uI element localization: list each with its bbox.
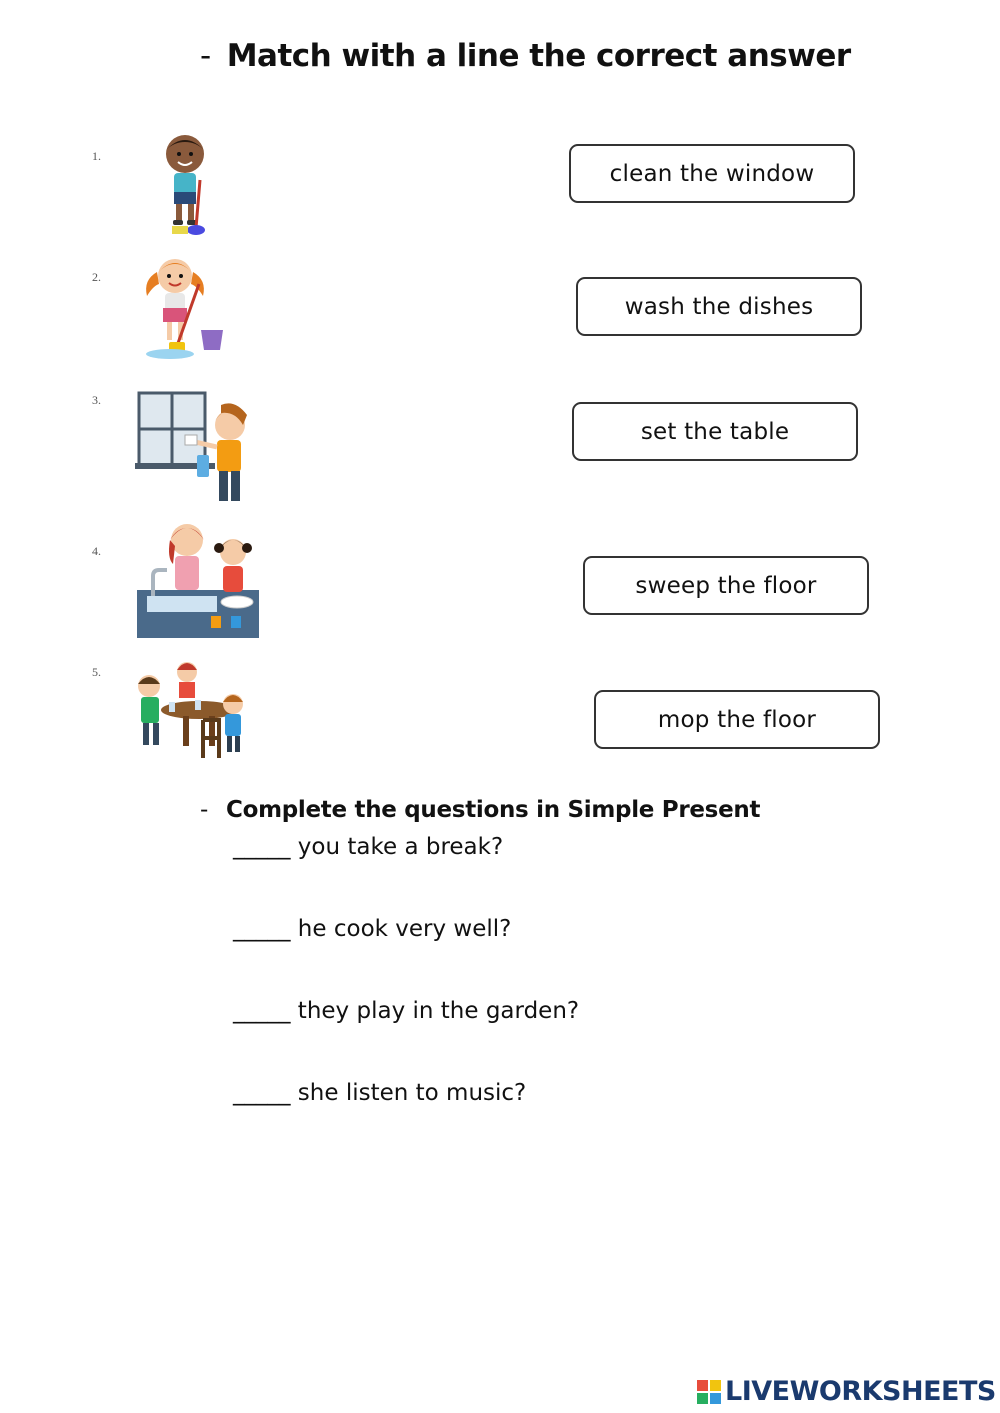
answer-box-5[interactable] <box>594 690 880 749</box>
section-title <box>200 797 760 823</box>
girl-mopping-bucket-icon <box>135 250 230 370</box>
title-dash: - <box>200 38 211 74</box>
answer-box-4[interactable] <box>583 556 869 615</box>
section-dash: - <box>200 797 208 823</box>
item-number-3: 3. <box>92 393 101 407</box>
brand-name: LIVEWORKSHEETS <box>725 1376 996 1407</box>
title-text: Match with a line the correct answer <box>226 38 851 74</box>
item-number-1: 1. <box>92 149 101 163</box>
item-number-2: 2. <box>92 270 101 284</box>
answer-label: set the table <box>640 418 790 445</box>
footer-brand <box>697 1376 996 1407</box>
item-number-4: 4. <box>92 544 101 558</box>
item-number-5: 5. <box>92 665 101 679</box>
answer-box-2[interactable] <box>576 277 862 336</box>
washing-dishes-icon <box>137 518 261 638</box>
question-4[interactable]: _____ she listen to music? <box>233 1080 527 1106</box>
answer-label: sweep the floor <box>635 572 817 599</box>
answer-label: clean the window <box>609 160 815 187</box>
boy-cleaning-window-icon <box>135 385 255 510</box>
question-1[interactable]: _____ you take a break? <box>233 834 504 860</box>
liveworksheets-logo-icon <box>697 1380 721 1404</box>
page-title <box>200 38 851 74</box>
section-title-text: Complete the questions in Simple Present <box>226 797 761 823</box>
boy-mopping-icon <box>150 130 220 240</box>
answer-box-3[interactable] <box>572 402 858 461</box>
question-3[interactable]: _____ they play in the garden? <box>233 998 580 1024</box>
question-2[interactable]: _____ he cook very well? <box>233 916 512 942</box>
kids-setting-table-icon <box>133 660 251 766</box>
answer-label: wash the dishes <box>624 293 814 320</box>
answer-label: mop the floor <box>657 706 817 733</box>
answer-box-1[interactable] <box>569 144 855 203</box>
